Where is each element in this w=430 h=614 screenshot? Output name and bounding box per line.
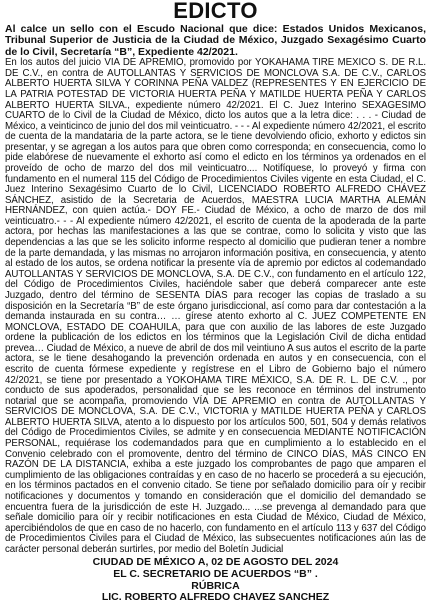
name-line: LIC. ROBERTO ALFREDO CHAVEZ SANCHEZ [101, 591, 330, 604]
date-line: CIUDAD DE MÉXICO A, 02 DE AGOSTO DEL 2024 [92, 556, 339, 569]
signature-line: RÚBRICA [191, 579, 240, 592]
notice-body: En los autos del juicio VIA DE APREMIO, promovido por YOKAHAMA TIRE MEXICO S. DE R.L. DE C.V., en contra de AUTOLLANTAS Y SERVICIOS DE MONCLOVA S.A. DE C.V., CARLOS ALBERTO HUERTA SILVA Y CORINNA PEÑA VALDEZ (REPRESENTES Y EN EJERCICIO DE LA PATRIA POTESTAD DE VICTORIA HUERTA PEÑA Y MATILDE HUERTA PEÑA Y CARLOS ALBERTO HUERTA SILVA., expediente número 42/2021. El C. Juez Interino SEXAGESIMO CUARTO de lo Civil de la Ciudad de México, dicto los autos que a la letra dice: . . . - Ciudad de México, a veinticinco de junio del dos mil veinticuatro. - - - Al expediente número 42/2021, el escrito de cuenta de la mandataria de la parte actora, se le tiene devolviendo oficio, exhorto y edictos sin presentar, y se agregan a los autos para que obren como corresponda; en consecuencia, como lo pide elabórese de nuevamente el exhorto así como el edicto en los términos ya ordenados en el proveído de ocho de marzo del dos mil veinticuatro.... Notifíquese, lo proveyó y firma con fundamento en el numeral 115 del Código de Procedimientos Civiles vigente en esta Ciudad, el C. Juez Interino Sexagésimo Cuarto de lo Civil, LICENCIADO ROBERTO ALFREDO CHÁVEZ SÁNCHEZ, asistido de la Secretaria de Acuerdos, MAESTRA LUCIA MARTHA ALEMÁN HERNÁNDEZ, con quien actúa.- DOY FE.- Ciudad de México, a ocho de marzo de dos mil veinticuatro.- - - Al expediente número 42/2021, el escrito de cuenta de la apoderada de la parte actora, por hechas las manifestaciones a las que se contrae, como lo solicita y visto que las dependencias a las que se les solicito informe respecto al domicilio que pudieran tener a nombre de la parte demandada, y las mismas no arrojaron información positiva, en consecuencia, y atento al estado de los autos, se ordena notificar la presente vía de apremio por edictos al codemandado AUTOLLANTAS Y SERVICIOS DE MONCLOVA, S.A. DE C.V., con fundamento en el artículo 122, del Código de Procedimientos Civiles, haciéndole saber que deberá comparecer ante este Juzgado, dentro del término de SESENTA DÍAS para recoger las copias de traslado a su disposición en la Secretaría “B” de este órgano jurisdiccional, así como para dar contestación a la demanda instaurada en su contra… … gírese atento exhorto al C. JUEZ COMPETENTE EN MONCLOVA, ESTADO DE COAHUILA, para que con auxilio de las labores de este Juzgado ordene la publicación de los edictos en los términos que la Legislación Civil de dicha entidad prevea… Ciudad de México, a nueve de abril de dos mil veintiuno A sus autos el escrito de la parte actora, se le tiene desahogando la prevención ordenada en autos y en consecuencia, con el escrito de cuenta fórmese expediente y regístrese en el Libro de Gobierno bajo el número 42/2021, se tiene por presentado a YOKOHAMA TIRE MÉXICO, S.A. DE R. L. DE C.V. ., por conducto de sus apoderados, personalidad que se les reconoce en términos del instrumento notarial que se acompaña, promoviendo VÍA DE APREMIO en contra de AUTOLLANTAS Y SERVICIOS DE MONCLOVA, S.A. DE C.V., VICTORIA y MATILDE HUERTA PEÑA y CARLOS ALBERTO HUERTA SILVA, atento a lo dispuesto por los artículos 500, 501, 504 y demás relativos del Código de Procedimientos Civiles, se admite y en consecuencia MEDIANTE NOTIFICACIÓN PERSONAL, requiérase los codemandados para que en cumplimiento a lo establecido en el Convenio celebrado con el promovente, dentro del término de CINCO DÍAS, MÁS CINCO EN RAZÓN DE LA DISTANCIA, exhiba a este juzgado los comprobantes de pago que amparen el cumplimiento de las obligaciones contraídas y en caso de no hacerlo se procederá a su ejecución, en los términos pactados en el convenio citado. Se tiene por señalado domicilio para oír y recibir notificaciones y documentos y tomando en consideración que el domicilio del demandado se encuentra fuera de la jurisdicción de este H. Juzgado... ...se prevenga al demandado para que señale domicilio para oír y recibir notificaciones en esta Ciudad de México, Ciudad de México, apercibiéndolos de que en caso de no hacerlo, con fundamento en el artículo 113 y 637 del Código de Procedimientos Civiles para el Ciudad de México, las subsecuentes notificaciones aún las de carácter personal deberán surtirles, por medio del Boletín Judicial [5, 57, 426, 555]
notice-title: EDICTO [173, 0, 258, 23]
role-line: EL C. SECRETARIO DE ACUERDOS “B” . [113, 567, 318, 580]
notice-header: Al calce un sello con el Escudo Nacional que dice: Estados Unidos Mexicanos, Tribunal Superior de Justicia de la Ciudad de México, Juzgado Sexagésimo Cuarto de lo Civil, Secretaría “B”, Expediente 42/2021. [5, 23, 426, 58]
notice-footer [5, 557, 426, 603]
